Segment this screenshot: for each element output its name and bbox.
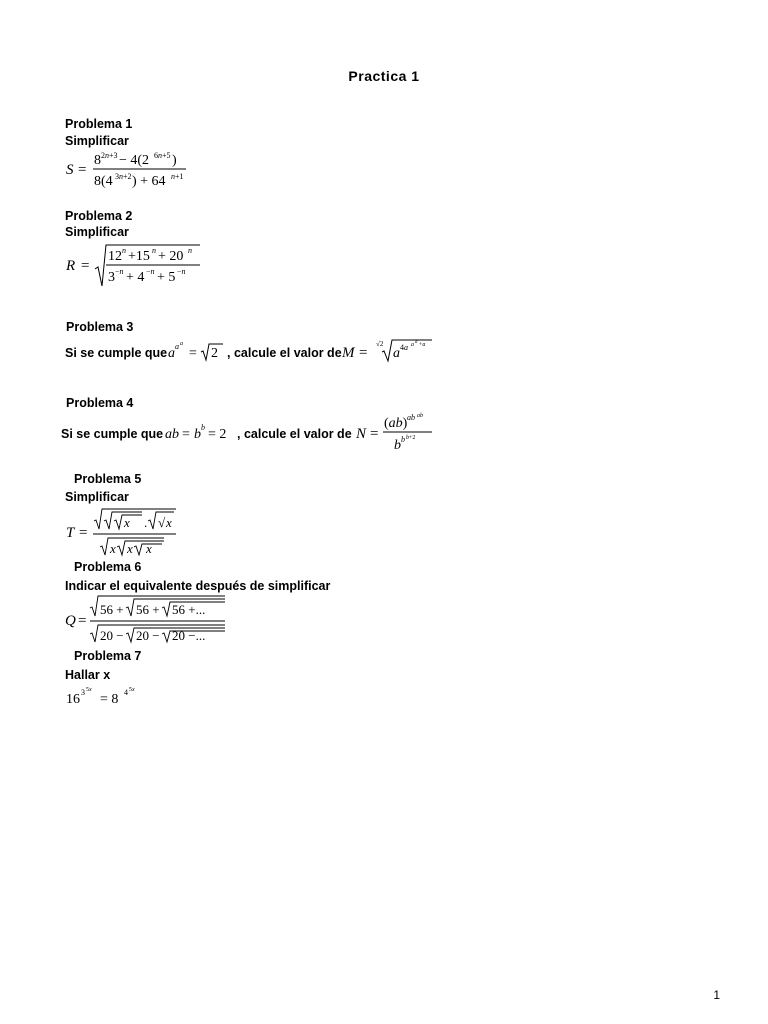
svg-text:n: n	[188, 246, 192, 255]
formula-r	[66, 242, 206, 292]
svg-text:a: a	[168, 346, 175, 361]
svg-text:2n+3: 2n+3	[101, 151, 118, 160]
svg-text:3: 3	[81, 688, 85, 697]
svg-text:56 +: 56 +	[136, 602, 160, 617]
svg-text:b+2: b+2	[406, 435, 416, 441]
formula-equation-7	[66, 684, 156, 714]
problem-7-heading: Problema 7	[74, 649, 142, 663]
page-title: Practica 1	[348, 68, 420, 84]
svg-text:x: x	[110, 541, 116, 556]
problem-4-heading: Problema 4	[66, 396, 134, 410]
svg-text:+a: +a	[419, 342, 426, 348]
formula-q	[63, 594, 233, 652]
svg-text:=: =	[182, 427, 190, 442]
problem-5-heading: Problema 5	[74, 472, 142, 486]
svg-text:−n: −n	[115, 267, 124, 276]
svg-text:ab: ab	[165, 427, 179, 442]
svg-text:4: 4	[124, 688, 128, 697]
formula-s	[66, 150, 206, 194]
formula-m	[342, 334, 434, 368]
svg-text:2: 2	[211, 346, 218, 361]
problem-3-heading: Problema 3	[66, 320, 134, 334]
svg-text:=: =	[78, 613, 87, 629]
svg-text:n: n	[122, 246, 126, 255]
svg-text:N: N	[356, 426, 367, 442]
svg-text:.: .	[144, 515, 148, 530]
problem-1-instruction: Simplificar	[65, 134, 129, 148]
svg-text:20 −: 20 −	[136, 628, 160, 643]
svg-text:a: a	[175, 342, 179, 351]
svg-text:b: b	[401, 435, 405, 444]
formula-condition-4	[163, 420, 239, 448]
svg-text:b: b	[394, 438, 401, 453]
formula-n	[354, 410, 438, 458]
svg-text:ab: ab	[417, 413, 423, 419]
svg-text:ab: ab	[407, 413, 415, 422]
svg-text:R: R	[66, 258, 76, 274]
svg-text:56 +...: 56 +...	[172, 602, 206, 617]
svg-text:20 −...: 20 −...	[172, 628, 206, 643]
problem-2-heading: Problema 2	[65, 209, 133, 223]
svg-text:n: n	[152, 246, 156, 255]
svg-text:x: x	[124, 515, 130, 530]
svg-text:8(4: 8(4	[94, 174, 113, 189]
svg-text:M: M	[342, 345, 355, 361]
svg-text:=: =	[79, 525, 88, 541]
svg-text:=: =	[370, 426, 379, 442]
svg-text:√2: √2	[376, 340, 384, 348]
svg-text:Q: Q	[65, 613, 76, 629]
svg-text:a: a	[411, 342, 414, 348]
svg-text:4a: 4a	[400, 343, 408, 352]
svg-text:a: a	[393, 346, 400, 361]
problem-6-instruction: Indicar el equivalente después de simplificar	[65, 579, 331, 593]
svg-text:x: x	[146, 541, 152, 556]
svg-text:b: b	[201, 423, 205, 432]
problem-4-text-middle: , calcule el valor de	[237, 427, 352, 441]
svg-text:) + 64: ) + 64	[132, 174, 166, 189]
svg-text:+ 5: + 5	[157, 270, 176, 285]
svg-text:− 4(2: − 4(2	[119, 153, 150, 168]
svg-text:(ab): (ab)	[384, 416, 408, 431]
svg-text:=: =	[359, 345, 368, 361]
svg-text:n+1: n+1	[171, 172, 184, 181]
svg-text:5x: 5x	[86, 687, 92, 693]
problem-1-heading: Problema 1	[65, 117, 133, 131]
svg-text:3n+2: 3n+2	[115, 172, 132, 181]
svg-text:=: =	[189, 346, 197, 361]
svg-text:b: b	[194, 427, 201, 442]
svg-text:20 −: 20 −	[100, 628, 124, 643]
svg-text:= 8: = 8	[100, 692, 119, 707]
problem-3-text-middle: , calcule el valor de	[227, 346, 342, 360]
svg-text:−n: −n	[146, 267, 155, 276]
svg-text:12: 12	[108, 249, 122, 264]
svg-text:3: 3	[108, 270, 115, 285]
svg-text:x: x	[166, 515, 172, 530]
problem-5-instruction: Simplificar	[65, 490, 129, 504]
problem-7-instruction: Hallar x	[65, 668, 111, 682]
svg-text:x: x	[127, 541, 133, 556]
svg-text:+ 20: + 20	[158, 249, 184, 264]
formula-t	[66, 507, 186, 563]
svg-text:+15: +15	[128, 249, 150, 264]
svg-text:−n: −n	[177, 267, 186, 276]
svg-text:56 +: 56 +	[100, 602, 124, 617]
problem-2-instruction: Simplificar	[65, 225, 129, 239]
svg-text:16: 16	[66, 692, 80, 707]
svg-text:6n+5: 6n+5	[154, 151, 171, 160]
problem-3-text-before: Si se cumple que	[65, 346, 168, 360]
svg-text:+ 4: + 4	[126, 270, 145, 285]
svg-text:a: a	[180, 341, 183, 347]
page-number: 1	[713, 988, 720, 1002]
formula-condition-3	[166, 338, 228, 368]
svg-text:5x: 5x	[129, 687, 135, 693]
svg-text:): )	[172, 153, 177, 168]
svg-text:S: S	[66, 162, 74, 178]
svg-text:=: =	[81, 258, 90, 274]
svg-text:T: T	[66, 525, 75, 541]
svg-text:=: =	[78, 162, 87, 178]
svg-text:= 2: = 2	[208, 427, 227, 442]
problem-4-text-before: Si se cumple que	[61, 427, 164, 441]
svg-text:a: a	[415, 340, 418, 345]
svg-text:8: 8	[94, 153, 101, 168]
svg-text:√: √	[158, 515, 166, 530]
problem-6-heading: Problema 6	[74, 560, 142, 574]
